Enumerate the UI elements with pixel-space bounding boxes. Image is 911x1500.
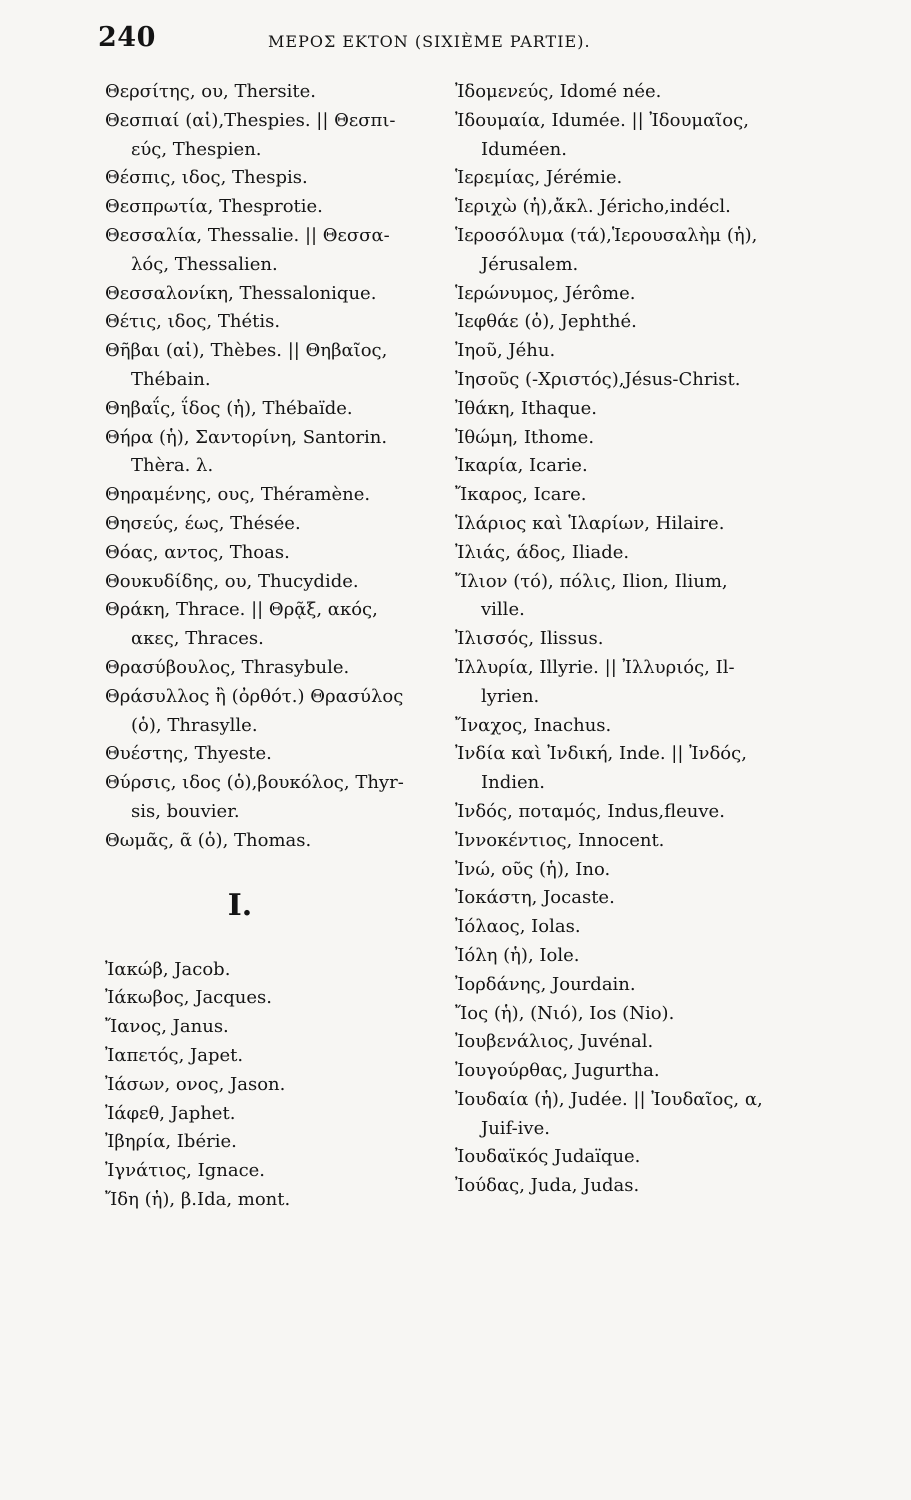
entry: Ἰουδαία (ἡ), Judée. || Ἰουδαῖος, α, bbox=[455, 1088, 763, 1110]
entry: Θρασύβουλος, Thrasybule. bbox=[105, 656, 350, 678]
entry: Ἰεφθάε (ὁ), Jephthé. bbox=[455, 311, 637, 333]
entry: Θυέστης, Thyeste. bbox=[105, 743, 272, 765]
entry: Θουκυδίδης, ου, Thucydide. bbox=[105, 570, 359, 592]
entry: Θεσσαλία, Thessalie. || Θεσσα- bbox=[105, 224, 390, 246]
entry-continuation: ακες, Thraces. bbox=[131, 628, 264, 650]
running-title: ΜΕΡΟΣ ΕΚΤΟΝ (SIXIÈME PARTIE). bbox=[268, 32, 591, 51]
entry: Ἰούδας, Juda, Judas. bbox=[455, 1175, 640, 1197]
entry-continuation: Indien. bbox=[481, 772, 545, 794]
entry: Ἰνδία καὶ Ἰνδική, Inde. || Ἰνδός, bbox=[455, 743, 747, 765]
entry: Θύρσις, ιδος (ὁ),βουκόλος, Thyr- bbox=[105, 772, 404, 794]
entry-continuation: lyrien. bbox=[481, 685, 540, 707]
entry-continuation: sis, bouvier. bbox=[131, 800, 240, 822]
entry: Ἴκαρος, Icare. bbox=[455, 484, 587, 506]
page-header bbox=[98, 22, 798, 62]
entry: Ἰβηρία, Ibérie. bbox=[105, 1131, 237, 1153]
entry: Ἰοκάστη, Jocaste. bbox=[455, 887, 615, 909]
entry: Ἱλάριος καὶ Ἱλαρίων, Hilaire. bbox=[455, 512, 725, 534]
entry: Θῆβαι (αἱ), Thèbes. || Θηβαῖος, bbox=[105, 340, 388, 362]
entry-continuation: λός, Thessalien. bbox=[131, 253, 278, 275]
entry: Ἰάφεθ, Japhet. bbox=[105, 1102, 236, 1124]
entry: Ἱεριχὼ (ἡ),ἄκλ. Jéricho,indécl. bbox=[455, 196, 731, 218]
entry-continuation: Iduméen. bbox=[481, 138, 567, 160]
entry: Ἰθώμη, Ithome. bbox=[455, 426, 595, 448]
left-column bbox=[105, 78, 445, 1215]
entry: Ἰουδαϊκός Judaïque. bbox=[455, 1146, 641, 1168]
entry: Ἱερώνυμος, Jérôme. bbox=[455, 282, 636, 304]
entry: Θεσσαλονίκη, Thessalonique. bbox=[105, 282, 377, 304]
entry: Ἰλιάς, άδος, Iliade. bbox=[455, 541, 630, 563]
entry: Ἰγνάτιος, Ignace. bbox=[105, 1160, 266, 1182]
entry: Ἰάσων, ονος, Jason. bbox=[105, 1073, 286, 1095]
entry-continuation: εύς, Thespien. bbox=[131, 138, 262, 160]
entry: Θωμᾶς, ᾶ (ὁ), Thomas. bbox=[105, 829, 312, 851]
entry: Ἰόλαος, Iolas. bbox=[455, 916, 581, 938]
entry: Ἰννοκέντιος, Innocent. bbox=[455, 829, 665, 851]
entry: Ἴναχος, Inachus. bbox=[455, 714, 612, 736]
entry: Θήρα (ἡ), Σαντορίνη, Santorin. bbox=[105, 426, 388, 448]
entry: Ἴλιον (τό), πόλις, Ilion, Ilium, bbox=[455, 570, 728, 592]
entry: Ἰαπετός, Japet. bbox=[105, 1044, 244, 1066]
entry: Ἰδομενεύς, Idomé née. bbox=[455, 81, 662, 102]
entry: Θέσπις, ιδος, Thespis. bbox=[105, 167, 308, 189]
entry: Θερσίτης, ου, Thersite. bbox=[105, 81, 316, 102]
entry: Ἰνδός, ποταμός, Indus,fleuve. bbox=[455, 800, 725, 822]
entry: Ἰάκωβος, Jacques. bbox=[105, 987, 272, 1009]
entry-continuation: (ὁ), Thrasylle. bbox=[131, 714, 258, 736]
entry: Θησεύς, έως, Thésée. bbox=[105, 512, 301, 534]
page-number: 240 bbox=[98, 22, 156, 53]
entry: Ἰηοῦ, Jéhu. bbox=[455, 340, 556, 362]
entry: Ἰλλυρία, Illyrie. || Ἰλλυριός, Il- bbox=[455, 656, 735, 678]
entry: Ἰλισσός, Ilissus. bbox=[455, 628, 604, 650]
section-letter-heading: I. bbox=[227, 887, 253, 923]
entry: Θηβαΐς, ΐδος (ἡ), Thébaïde. bbox=[105, 397, 353, 419]
entry-continuation: Thèra. λ. bbox=[131, 455, 214, 477]
entry: Θράσυλλος ἢ (ὀρθότ.) Θρασύλος bbox=[105, 685, 404, 707]
entry: Ἰθάκη, Ithaque. bbox=[455, 397, 598, 419]
entry: Ἰακώβ, Jacob. bbox=[105, 958, 231, 980]
entry: Ἴδη (ἡ), β.Ida, mont. bbox=[105, 1188, 291, 1210]
entry-continuation: ville. bbox=[481, 599, 525, 621]
entry: Θόας, αντος, Thoas. bbox=[105, 541, 290, 563]
entry: Ἰησοῦς (-Χριστός),Jésus-Christ. bbox=[455, 368, 741, 390]
entry: Ἰορδάνης, Jourdain. bbox=[455, 973, 636, 995]
entry: Ἱεροσόλυμα (τά),Ἱερουσαλὴμ (ἡ), bbox=[455, 224, 758, 246]
entry: Ἰουβενάλιος, Juvénal. bbox=[455, 1031, 654, 1053]
entry: Ἴος (ἡ), (Νιό), Ios (Nio). bbox=[455, 1002, 675, 1024]
entry: Ἰουγούρθας, Jugurtha. bbox=[455, 1060, 660, 1082]
right-column bbox=[455, 78, 820, 1201]
entry: Ἰόλη (ἡ), Iole. bbox=[455, 944, 580, 966]
entry-continuation: Juif-ive. bbox=[481, 1117, 550, 1139]
entry: Ἰκαρία, Icarie. bbox=[455, 455, 588, 477]
entry: Ἴανος, Janus. bbox=[105, 1016, 229, 1038]
entry: Ἰνώ, οῦς (ἡ), Ino. bbox=[455, 858, 611, 880]
entry: Θεσπιαί (αἱ),Thespies. || Θεσπι- bbox=[105, 109, 396, 131]
entry: Θράκη, Thrace. || Θρᾷξ, ακός, bbox=[105, 599, 378, 621]
entry-continuation: Jérusalem. bbox=[481, 253, 579, 275]
entry: Θηραμένης, ους, Théramène. bbox=[105, 484, 371, 506]
entry: Θέτις, ιδος, Thétis. bbox=[105, 311, 281, 333]
entry: Θεσπρωτία, Thesprotie. bbox=[105, 196, 323, 218]
entry: Ἰδουμαία, Idumée. || Ἰδουμαῖος, bbox=[455, 109, 749, 131]
entry-continuation: Thébain. bbox=[131, 368, 211, 390]
entry: Ἱερεμίας, Jérémie. bbox=[455, 167, 623, 189]
